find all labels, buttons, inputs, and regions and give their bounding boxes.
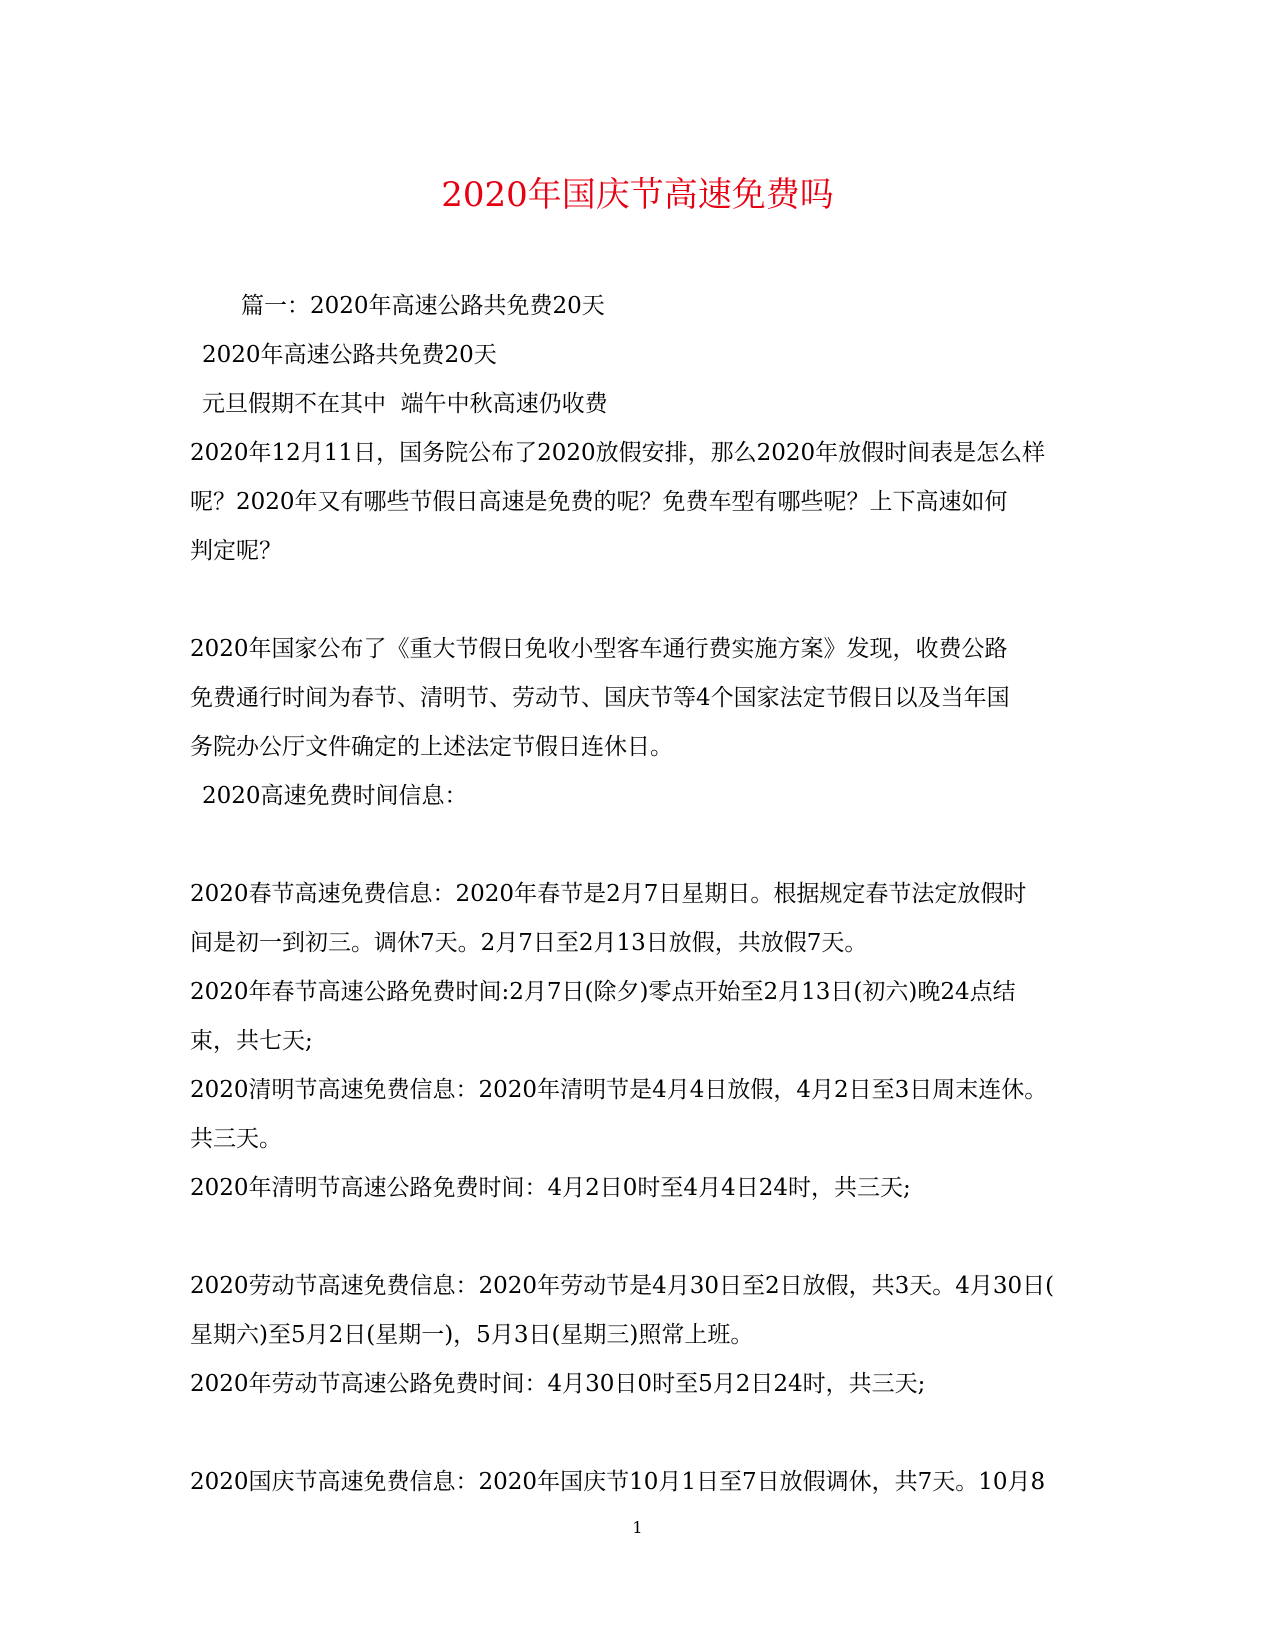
paragraph-line: 免费通行时间为春节、清明节、劳动节、国庆节等4个国家法定节假日以及当年国 [190,685,1010,711]
paragraph-line: 2020年国家公布了《重大节假日免收小型客车通行费实施方案》发现，收费公路 [190,636,1008,662]
document-body [190,282,1090,1507]
paragraph-line: 呢？2020年又有哪些节假日高速是免费的呢？免费车型有哪些呢？上下高速如何 [190,489,1008,515]
paragraph-line: 间是初一到初三。调休7天。2月7日至2月13日放假，共放假7天。 [190,930,868,956]
paragraph-line: 2020年12月11日，国务院公布了2020放假安排，那么2020年放假时间表是怎么样 [190,440,1046,466]
page-number: 1 [632,1518,643,1537]
blank-line [190,821,1090,870]
paragraph-line: 2020清明节高速免费信息：2020年清明节是4月4日放假，4月2日至3日周末连休。 [190,1077,1048,1103]
paragraph-line: 星期六)至5月2日(星期一)，5月3日(星期三)照常上班。 [190,1322,754,1348]
blank-line [190,1213,1090,1262]
paragraph-line: 篇一：2020年高速公路共免费20天 [241,293,605,319]
paragraph-line: 2020年劳动节高速公路免费时间：4月30日0时至5月2日24时，共三天; [190,1371,926,1397]
paragraph-line: 2020年春节高速公路免费时间:2月7日(除夕)零点开始至2月13日(初六)晚24点结 [190,979,1016,1005]
paragraph-line: 2020春节高速免费信息：2020年春节是2月7日星期日。根据规定春节法定放假时 [190,881,1027,907]
paragraph-line: 共三天。 [190,1126,282,1152]
document-title: 2020年国庆节高速免费吗 [441,175,834,215]
paragraph-line: 元旦假期不在其中 端午中秋高速仍收费 [202,391,608,417]
paragraph-line: 判定呢？ [190,538,282,564]
paragraph-line: 2020高速免费时间信息： [202,783,468,809]
paragraph-line: 束，共七天; [190,1028,313,1054]
paragraph-line: 务院办公厅文件确定的上述法定节假日连休日。 [190,734,673,760]
paragraph-line: 2020劳动节高速免费信息：2020年劳动节是4月30日至2日放假，共3天。4月30日( [190,1273,1055,1299]
paragraph-line: 2020年高速公路共免费20天 [202,342,497,368]
blank-line [190,1409,1090,1458]
paragraph-line: 2020国庆节高速免费信息：2020年国庆节10月1日至7日放假调休，共7天。10月8 [190,1469,1046,1495]
blank-line [190,576,1090,625]
paragraph-line: 2020年清明节高速公路免费时间：4月2日0时至4月4日24时，共三天; [190,1175,911,1201]
